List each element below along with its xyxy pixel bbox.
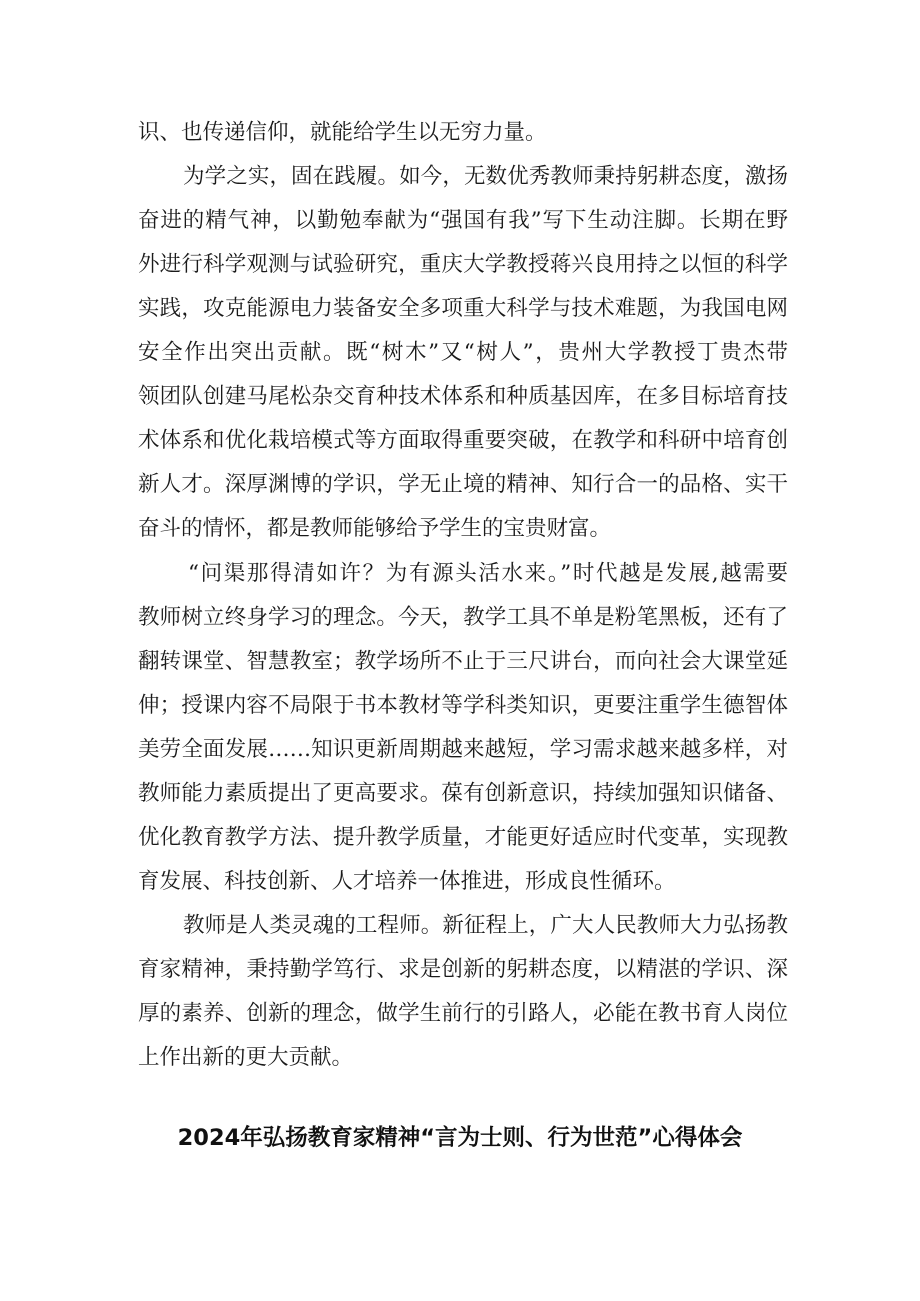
paragraph-line: 伸；授课内容不局限于书本教材等学科类知识，更要注重学生德智体 [138, 693, 788, 718]
paragraph-line: 为学之实，固在践履。如今，无数优秀教师秉持躬耕态度，激扬 [183, 164, 788, 189]
paragraph-line: 美劳全面发展……知识更新周期越来越短，学习需求越来越多样，对 [138, 737, 788, 762]
paragraph-line: 教师是人类灵魂的工程师。新征程上，广大人民教师大力弘扬教 [183, 913, 788, 938]
paragraph-line: 奋进的精气神，以勤勉奉献为“强国有我”写下生动注脚。长期在野 [138, 208, 788, 233]
paragraph-line: 安全作出突出贡献。既“树木”又“树人”，贵州大学教授丁贵杰带 [138, 340, 788, 365]
paragraph-line: 术体系和优化栽培模式等方面取得重要突破，在教学和科研中培育创 [138, 428, 788, 453]
paragraph-line: 育发展、科技创新、人才培养一体推进，形成良性循环。 [138, 869, 676, 894]
paragraph-line: 奋斗的情怀，都是教师能够给予学生的宝贵财富。 [138, 516, 612, 541]
paragraph-line: 翻转课堂、智慧教室；教学场所不止于三尺讲台，而向社会大课堂延 [138, 649, 788, 674]
paragraph-line: 外进行科学观测与试验研究，重庆大学教授蒋兴良用持之以恒的科学 [138, 252, 788, 277]
paragraph-line: 教师树立终身学习的理念。今天，教学工具不单是粉笔黑板，还有了 [138, 605, 788, 630]
paragraph-line: 实践，攻克能源电力装备安全多项重大科学与技术难题，为我国电网 [138, 296, 788, 321]
paragraph-line: 上作出新的更大贡献。 [138, 1045, 354, 1070]
paragraph-line: “问渠那得清如许？为有源头活水来。”时代越是发展,越需要 [188, 561, 788, 586]
paragraph-line: 育家精神，秉持勤学笃行、求是创新的躬耕态度，以精湛的学识、深 [138, 957, 788, 982]
article-title: 2024年弘扬教育家精神“言为士则、行为世范”心得体会 [177, 1125, 743, 1151]
paragraph-line: 识、也传递信仰，就能给学生以无穷力量。 [138, 120, 547, 145]
paragraph-line: 教师能力素质提出了更高要求。葆有创新意识，持续加强知识储备、 [138, 781, 788, 806]
paragraph-line: 新人才。深厚渊博的学识，学无止境的精神、知行合一的品格、实干 [138, 472, 788, 497]
paragraph-line: 厚的素养、创新的理念，做学生前行的引路人，必能在教书育人岗位 [138, 1001, 788, 1026]
paragraph-line: 领团队创建马尾松杂交育种技术体系和种质基因库，在多目标培育技 [138, 384, 788, 409]
paragraph-line: 优化教育教学方法、提升教学质量，才能更好适应时代变革，实现教 [138, 825, 788, 850]
